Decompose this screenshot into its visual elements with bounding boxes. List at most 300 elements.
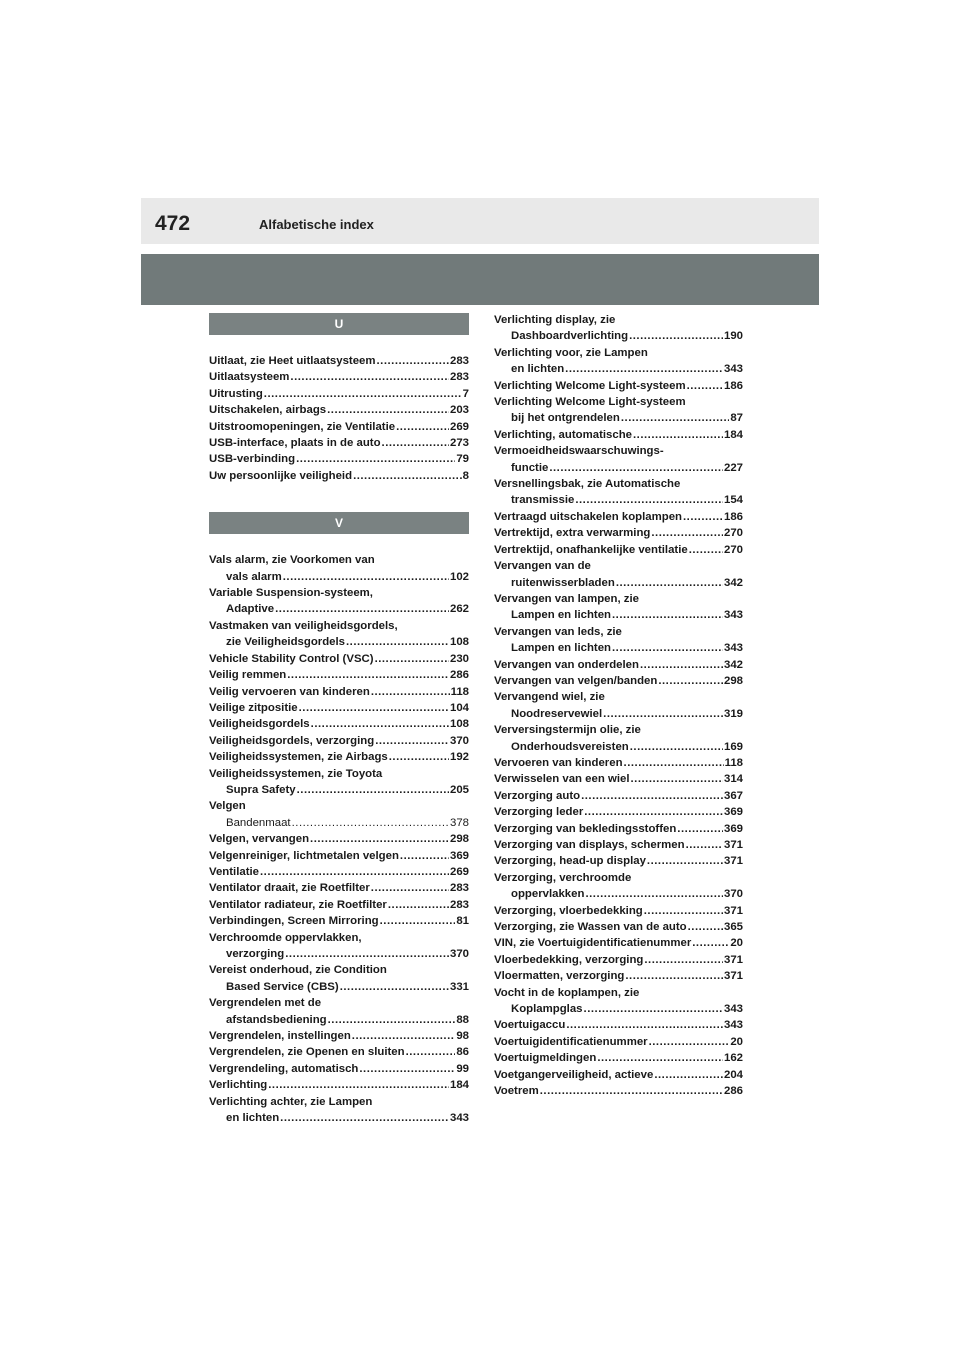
leader-dots [649,1034,730,1050]
index-term: USB-interface, plaats in de auto [209,437,381,450]
page-reference: 319 [723,707,743,720]
leader-dots [377,353,449,369]
page-reference: 370 [723,888,743,901]
index-term: functie [511,461,549,474]
index-entry-line [494,853,743,869]
leader-dots [375,733,449,749]
index-entry-line [494,935,743,951]
index-entry-line [494,361,743,377]
leader-dots [380,913,456,929]
index-entry [209,419,469,435]
index-term: en lichten [226,1112,280,1125]
index-entry-line [494,410,743,426]
index-entry [209,766,469,799]
page-reference: 87 [730,412,743,425]
page-reference: 99 [456,1062,469,1075]
page-reference: 262 [449,603,469,616]
index-entry [209,386,469,402]
index-term: Vals alarm, zie Voorkomen van [209,554,375,567]
index-entry-line [494,1017,743,1033]
page-reference: 342 [723,658,743,671]
index-entry-line [494,804,743,820]
leader-dots [388,897,449,913]
page-reference: 230 [449,652,469,665]
index-entry [209,798,469,814]
index-entry-line [494,1067,743,1083]
leader-dots [264,386,462,402]
index-entry [494,689,743,722]
page-reference: 369 [723,806,743,819]
index-term: Noodreservewiel [511,707,603,720]
page-reference: 365 [723,921,743,934]
page-reference: 370 [449,948,469,960]
page-reference: 283 [449,898,469,911]
index-entry-line [494,919,743,935]
index-entry [209,435,469,451]
page-reference: 79 [456,453,469,466]
leader-dots [268,1077,449,1093]
index-term: Veiligheidsgordels, verzorging [209,734,375,747]
index-term: Verzorging, head-up display [494,855,646,868]
index-entry-line [209,716,469,732]
leader-dots [287,667,449,683]
page-reference: 283 [449,882,469,895]
index-entry-line [209,468,469,484]
index-term: bij het ontgrendelen [511,412,620,425]
index-term: Based Service (CBS) [226,980,339,993]
index-term: Vehicle Stability Control (VSC) [209,652,374,665]
index-entry [494,542,743,558]
index-term: Vervangen van lampen, zie [494,592,639,605]
index-entry-line [494,788,743,804]
index-term: Voertuigidentificatienummer [494,1035,648,1048]
leader-dots [310,831,449,847]
leader-dots [280,1110,449,1126]
index-term: Verzorging auto [494,789,581,802]
index-entry [494,985,743,1018]
index-entry-line [494,821,743,837]
index-entry-line [494,509,743,525]
page-reference: 343 [723,363,743,376]
index-entry-line [494,640,743,656]
index-entry [494,558,743,591]
index-entry-line [494,607,743,623]
page-reference: 190 [723,330,743,343]
index-term: Vertraagd uitschakelen koplampen [494,510,683,523]
index-entry-line [209,1094,469,1110]
page-reference: 98 [456,1030,469,1043]
page-reference: 370 [449,734,469,747]
index-term: ruitenwisserbladen [511,576,615,589]
index-entry [494,1083,743,1099]
index-entry [209,880,469,896]
index-term: Uitrusting [209,387,263,400]
index-entry-line [209,700,469,716]
index-entry [494,378,743,394]
page-reference: 283 [449,355,469,367]
index-term: Verzorging, vloerbedekking [494,904,643,917]
index-entry [494,525,743,541]
index-term: Velgen, vervangen [209,833,310,846]
leader-dots [540,1083,723,1099]
leader-dots [683,509,723,525]
index-entry [209,700,469,716]
page-reference: 186 [723,379,743,392]
index-entry-line [209,848,469,864]
letter-heading: V [209,512,469,534]
leader-dots [585,886,723,902]
index-term: Versnellingsbak, zie Automatische [494,478,681,491]
leader-dots [283,569,449,585]
index-term: Verzorging van displays, schermen [494,839,685,851]
page-reference: 369 [449,849,469,862]
index-entry [494,657,743,673]
index-term: Vervangen van onderdelen [494,658,639,671]
index-entry-line [494,870,743,886]
index-column-right [494,312,743,1100]
index-entry-line [494,673,743,689]
page-reference: 314 [723,773,743,786]
page-reference: 270 [723,527,743,540]
leader-dots [299,700,449,716]
index-term: Verlichting voor, zie Lampen [494,346,648,359]
page-reference: 371 [723,839,743,851]
index-term: Verlichting [209,1079,268,1092]
index-entry-line [209,386,469,402]
leader-dots [290,369,449,385]
index-entry [209,848,469,864]
index-entry-line [209,864,469,880]
index-term: Supra Safety [226,783,296,796]
index-entry-line [494,1050,743,1066]
leader-dots [677,821,723,837]
index-term: Adaptive [226,603,275,616]
index-term: Lampen en lichten [511,642,612,655]
page-reference: 269 [449,420,469,433]
index-entry [209,995,469,1028]
page-reference: 371 [723,953,743,966]
index-entry-line [494,722,743,738]
index-entry-line [209,1110,469,1126]
page-reference: 343 [723,609,743,622]
index-entry [209,1077,469,1093]
index-entry [209,749,469,765]
index-entry-line [209,419,469,435]
leader-dots [285,946,449,962]
index-entry-line [494,443,743,459]
index-entry-line [494,312,743,328]
page-reference: 108 [449,636,469,649]
index-entry-line [209,684,469,700]
index-term: Verchroomde oppervlakken, [209,931,362,944]
page-number: 472 [155,212,191,235]
index-term: Uitlaatsysteem [209,371,290,384]
index-term: Lampen en lichten [511,609,612,622]
index-entry-line [494,1034,743,1050]
index-entry-line [494,460,743,476]
index-entry [209,716,469,732]
index-entry [494,591,743,624]
page-reference: 343 [723,1003,743,1016]
leader-dots [654,1067,723,1083]
index-term: Uitstroomopeningen, zie Ventilatie [209,420,396,433]
index-entry-line [494,624,743,640]
index-entry-line [494,968,743,984]
index-entry-line [494,886,743,902]
index-entry [209,815,469,831]
index-entry [494,952,743,968]
leader-dots [400,848,449,864]
page-reference: 269 [449,865,469,878]
page-reference: 81 [456,915,469,928]
index-entry-line [209,618,469,634]
page-reference: 343 [723,1019,743,1032]
index-term: Bandenmaat [226,816,291,829]
index-entry-line [209,552,469,568]
page-reference: 371 [723,855,743,868]
page-reference: 371 [723,904,743,917]
leader-dots [575,492,723,508]
index-term: Vloermatten, verzorging [494,970,625,983]
index-entry [209,667,469,683]
index-entry [494,1017,743,1033]
index-term: Vermoeidheidswaarschuwings- [494,445,664,458]
index-entry [494,821,743,837]
leader-dots [692,935,729,951]
index-term: Vergrendelen met de [209,997,322,1010]
page-reference: 205 [449,783,469,796]
page-reference: 283 [449,371,469,384]
page-reference: 102 [449,570,469,583]
index-entry-line [494,492,743,508]
page-reference: 108 [449,718,469,731]
index-term: Variable Suspension-systeem, [209,587,373,600]
leader-dots [340,979,449,995]
index-entry [209,369,469,385]
index-term: transmissie [511,494,575,507]
index-entry [494,771,743,787]
index-entry-line [494,771,743,787]
page-reference: 298 [449,833,469,846]
index-entry [209,1061,469,1077]
index-entry [209,733,469,749]
index-entry [494,673,743,689]
page-reference: 331 [449,980,469,993]
index-entry [494,394,743,427]
index-entry [494,968,743,984]
leader-dots [275,601,449,617]
index-entry-line [209,766,469,782]
index-entry [494,509,743,525]
index-term: Verzorging leder [494,806,584,819]
index-term: Vergrendeling, automatisch [209,1062,359,1075]
leader-dots [633,427,723,443]
index-term: Vervoeren van kinderen [494,756,623,769]
leader-dots [549,460,723,476]
index-entry-line [209,402,469,418]
index-term: Uw persoonlijke veiligheid [209,469,353,482]
index-term: Veiligheidssystemen, zie Airbags [209,751,388,764]
index-term: Velgenreiniger, lichtmetalen velgen [209,849,399,862]
index-term: Vastmaken van veiligheidsgordels, [209,619,398,632]
index-term: vals alarm [226,570,282,583]
page-reference: 154 [723,494,743,507]
page-reference: 203 [449,404,469,417]
index-entry-line [209,733,469,749]
index-entry-line [209,913,469,929]
index-entry-line [494,1083,743,1099]
index-entry [494,1067,743,1083]
index-term: Velgen [209,800,246,813]
leader-dots [584,1001,723,1017]
index-entry-line [209,451,469,467]
leader-dots [328,1012,456,1028]
index-entry-line [209,831,469,847]
leader-dots [327,402,449,418]
index-entry [209,353,469,369]
index-entry-line [209,798,469,814]
index-entry-line [209,1028,469,1044]
leader-dots [297,782,449,798]
index-term: Vocht in de koplampen, zie [494,986,640,999]
index-term: Verlichting achter, zie Lampen [209,1095,373,1108]
leader-dots [644,903,723,919]
page-reference: 118 [450,685,469,698]
leader-dots [371,880,449,896]
page-reference: 369 [723,822,743,835]
index-entry-line [494,837,743,853]
index-entry-line [209,1012,469,1028]
leader-dots [311,716,449,732]
index-entry-line [494,657,743,673]
index-entry [209,1028,469,1044]
index-entry-line [209,962,469,978]
index-entry-line [209,1044,469,1060]
leader-dots [296,451,455,467]
index-entry [494,837,743,853]
leader-dots [566,1017,723,1033]
page-reference: 169 [723,740,743,753]
leader-dots [359,1061,455,1077]
index-term: Veiligheidsgordels [209,718,310,731]
page-reference: 184 [449,1079,469,1092]
leader-dots [624,755,724,771]
index-entry [494,853,743,869]
index-entry [494,804,743,820]
index-entry [494,345,743,378]
page-reference: 88 [456,1013,469,1026]
leader-dots [292,815,449,831]
index-term: Verzorging van bekledingsstoffen [494,822,677,835]
index-entry [209,831,469,847]
index-entry [494,870,743,903]
index-entry [209,962,469,995]
index-term: Vervangen van de [494,560,591,573]
index-term: Voetrem [494,1085,539,1098]
page-header [141,198,819,244]
index-entry-line [494,575,743,591]
index-entry-line [209,897,469,913]
index-entry [209,913,469,929]
index-entry-line [494,689,743,705]
index-entry [494,755,743,771]
index-entry [494,935,743,951]
leader-dots [565,361,723,377]
index-term: Vloerbedekking, verzorging [494,953,644,966]
index-entry-line [494,591,743,607]
index-term: Vergrendelen, zie Openen en sluiten [209,1046,405,1059]
index-entry [209,684,469,700]
page-reference: 286 [723,1085,743,1098]
index-entry-line [209,651,469,667]
index-term: en lichten [511,363,565,376]
page-reference: 184 [723,428,743,441]
index-term: Verwisselen van een wiel [494,773,630,786]
index-entry-line [209,782,469,798]
index-entry [209,651,469,667]
index-entry-line [494,739,743,755]
index-term: Ventilatie [209,865,260,878]
index-entry-line [494,1001,743,1017]
index-entry-line [209,995,469,1011]
leader-dots [644,952,723,968]
index-term: Verlichting display, zie [494,314,616,326]
page-reference: 343 [449,1112,469,1125]
leader-dots [396,419,449,435]
leader-dots [629,328,723,344]
index-term: Koplampglas [511,1003,583,1016]
leader-dots [612,640,723,656]
index-entry [209,618,469,651]
index-entry-line [209,815,469,831]
index-entry [209,585,469,618]
leader-dots [382,435,449,451]
leader-dots [389,749,449,765]
leader-dots [616,575,723,591]
index-term: Vertrektijd, extra verwarming [494,527,651,540]
index-entry [209,1044,469,1060]
index-entry-line [494,558,743,574]
index-term: VIN, zie Voertuigidentificatienummer [494,937,692,950]
index-entry [209,468,469,484]
index-entry-line [494,345,743,361]
index-term: Ventilator draait, zie Roetfilter [209,882,370,895]
index-term: afstandsbediening [226,1013,327,1026]
index-entry-line [494,328,743,344]
index-entry-line [209,1061,469,1077]
leader-dots [581,788,723,804]
index-term: Veilige zitpositie [209,701,298,714]
leader-dots [346,634,449,650]
index-entry [494,788,743,804]
leader-dots [630,739,723,755]
page-reference: 20 [730,1035,743,1048]
index-entry [209,1094,469,1127]
page-reference: 286 [449,669,469,682]
index-term: Verlichting, automatische [494,428,632,441]
page-reference: 20 [730,937,743,950]
index-entry-line [494,985,743,1001]
index-entry [494,1050,743,1066]
page-reference: 298 [723,674,743,687]
page-reference: 8 [462,469,469,482]
leader-dots [689,542,723,558]
index-entry [494,312,743,345]
page-reference: 162 [723,1052,743,1065]
page-reference: 192 [449,751,469,764]
header-banner [141,254,819,305]
leader-dots [631,771,723,787]
